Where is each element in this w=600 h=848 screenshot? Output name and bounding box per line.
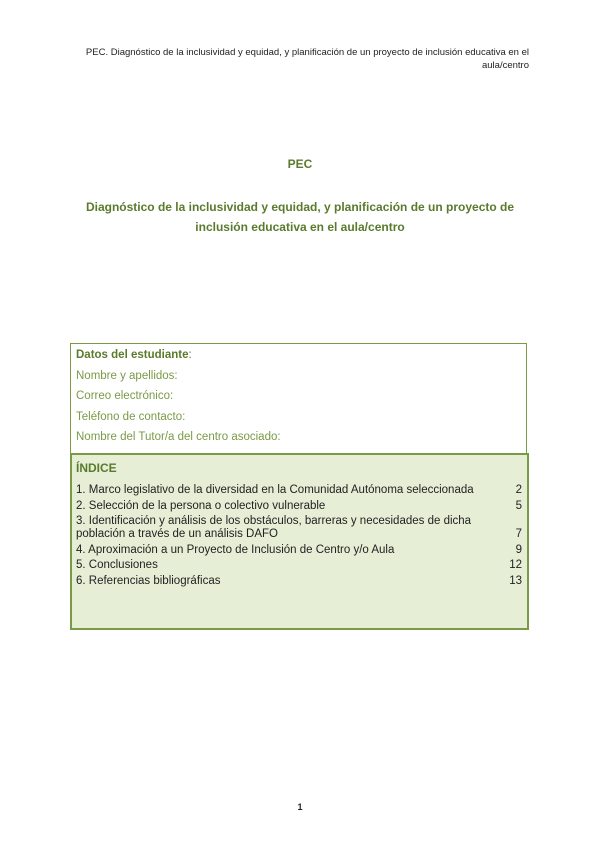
index-heading: ÍNDICE (76, 461, 117, 475)
student-data-heading-colon: : (188, 349, 192, 361)
toc-item (76, 484, 522, 497)
toc-item-label: 5. Conclusiones (76, 559, 158, 571)
toc-item-label: 3. Identificación y análisis de los obstáculos, barreras y necesidades de dicha población a través de un análisis DAFO (76, 515, 472, 540)
toc-item-page: 7 (515, 528, 522, 540)
toc-item (76, 559, 522, 572)
field-full-name: Nombre y apellidos: (76, 369, 178, 382)
document-title: Diagnóstico de la inclusividad y equidad, y planificación de un proyecto de inclusión educativa en el aula/centro (85, 200, 515, 234)
pec-title: PEC (287, 157, 313, 171)
toc-item-page: 12 (509, 559, 522, 571)
index-box (70, 453, 529, 630)
page-number: 1 (297, 802, 303, 812)
toc-item-page: 13 (509, 574, 522, 587)
toc-item-page: 5 (515, 499, 522, 512)
toc-item (76, 575, 522, 588)
toc-item-label: 4. Aproximación a un Proyecto de Inclusión de Centro y/o Aula (76, 543, 395, 556)
toc-item-label: 1. Marco legislativo de la diversidad en la Comunidad Autónoma seleccionada (76, 484, 474, 496)
toc-item-page: 2 (515, 484, 522, 496)
student-data-heading-row (76, 349, 526, 370)
field-email: Correo electrónico: (76, 390, 174, 402)
toc-item-label: 2. Selección de la persona o colectivo vulnerable (76, 499, 326, 512)
toc-item-label: 6. Referencias bibliográficas (76, 574, 221, 587)
toc-item (76, 500, 522, 513)
student-data-heading: Datos del estudiante (76, 349, 189, 361)
toc-item-page: 9 (515, 543, 522, 556)
student-data-box (70, 343, 527, 453)
field-phone: Teléfono de contacto: (76, 410, 186, 423)
running-header: PEC. Diagnóstico de la inclusividad y equidad, y planificación de un proyecto de inclusión educativa en el aula/centro (85, 47, 529, 71)
toc-item (76, 544, 522, 557)
field-tutor-name: Nombre del Tutor/a del centro asociado: (76, 431, 281, 443)
toc-item (76, 515, 522, 541)
